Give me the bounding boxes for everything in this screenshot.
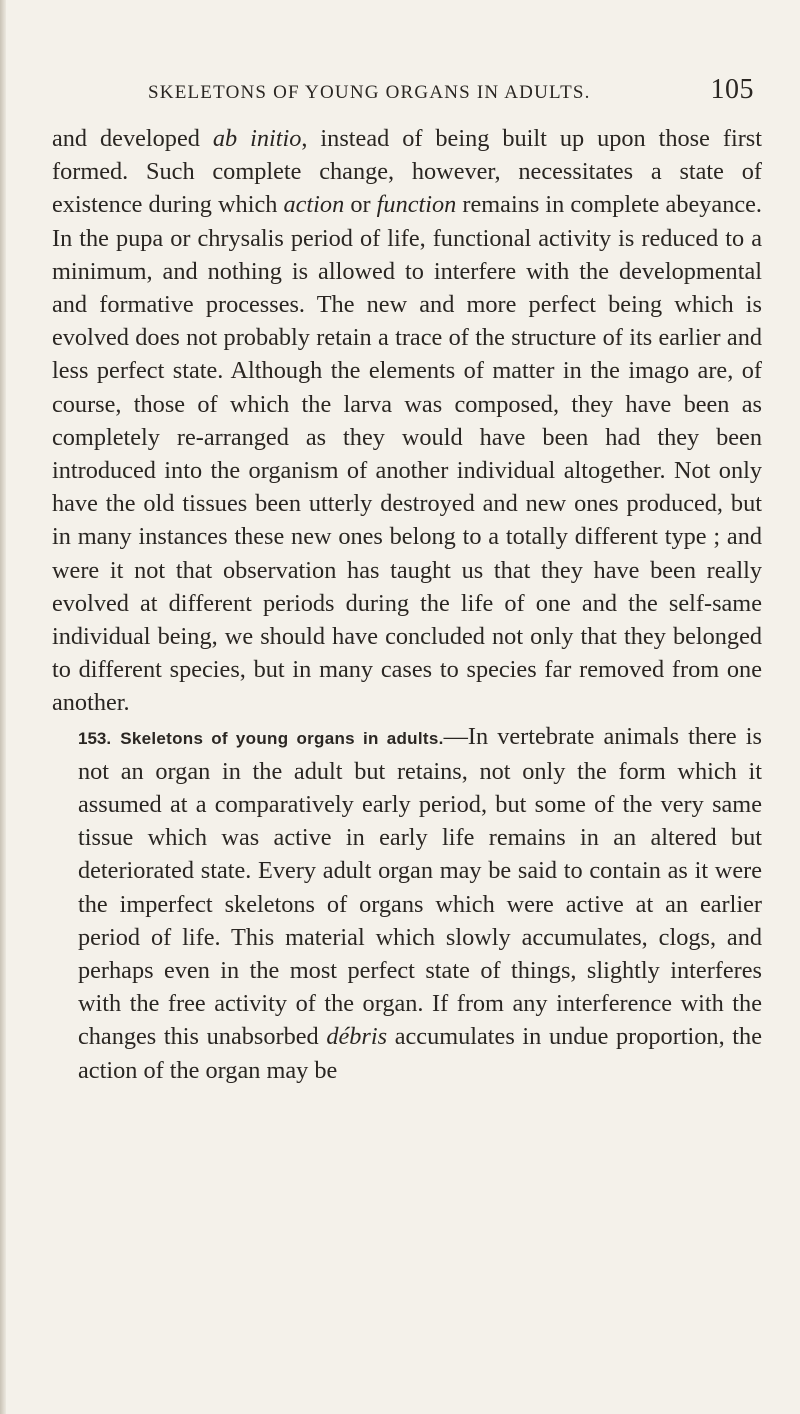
- paragraph-1-text: or: [344, 191, 377, 219]
- paragraph-1-text: and developed: [52, 125, 213, 152]
- section-heading: Skeletons of young organs in adults.: [120, 728, 444, 748]
- running-title: SKELETONS OF YOUNG ORGANS IN ADULTS.: [148, 82, 591, 103]
- book-page: [52, 72, 762, 1087]
- body-text: [52, 122, 762, 1087]
- paragraph-153-text: —In vertebrate animals there is not an organ in the adult but retains, not only the form which it assumed at a comparatively early period, but some of the very same tissue which was active in early life remains in an altered but deteriorated state. Every adult organ may be said to contain as it were the imperfect skeletons of organs which were active at an earlier period of life. This material which slowly accumulates, clogs, and perhaps even in the most perfect state of things, slightly interferes with the free activity of the organ. If from any interference with the changes this unabsorbed: [78, 722, 762, 1051]
- section-number: 153.: [78, 728, 112, 748]
- paragraph-1-text: remains in complete abeyance. In the pupa or chrysalis period of life, functional activity is reduced to a minimum, and nothing is allowed to interfere with the developmental and formative processes. The new and more perfect being which is evolved does not probably retain a trace of the structure of its earlier and less perfect state. Although the elements of matter in the imago are, of course, those of which the larva was composed, they have been as completely re-arranged as they would have been had they been introduced into the organism of another individual altogether. Not only have the old tissues been utterly destroyed and new ones produced, but in many instances these new ones belong to a totally different type ; and were it not that observation has taught us that they have been really evolved at different periods during the life of one and the self-same individual being, we should have concluded not only that they belonged to different species, but in many cases to species far removed from one another.: [52, 191, 762, 717]
- paragraph-1: [52, 122, 762, 720]
- page-number: 105: [710, 74, 754, 105]
- latin-phrase: ab initio: [212, 125, 302, 152]
- emphasis-function: function: [376, 191, 457, 219]
- running-head: [52, 72, 762, 112]
- paragraph-153: [52, 720, 762, 1087]
- page-edge-shadow: [0, 0, 6, 1414]
- paragraph-1-text: , instead of being built up upon those first formed. Such complete change, however, necessitates a state of existence during which: [52, 125, 763, 219]
- paragraph-153-text: accumulates in undue proportion, the action of the organ may be: [78, 1023, 762, 1084]
- emphasis-action: action: [283, 191, 345, 219]
- emphasis-debris: débris: [326, 1023, 388, 1051]
